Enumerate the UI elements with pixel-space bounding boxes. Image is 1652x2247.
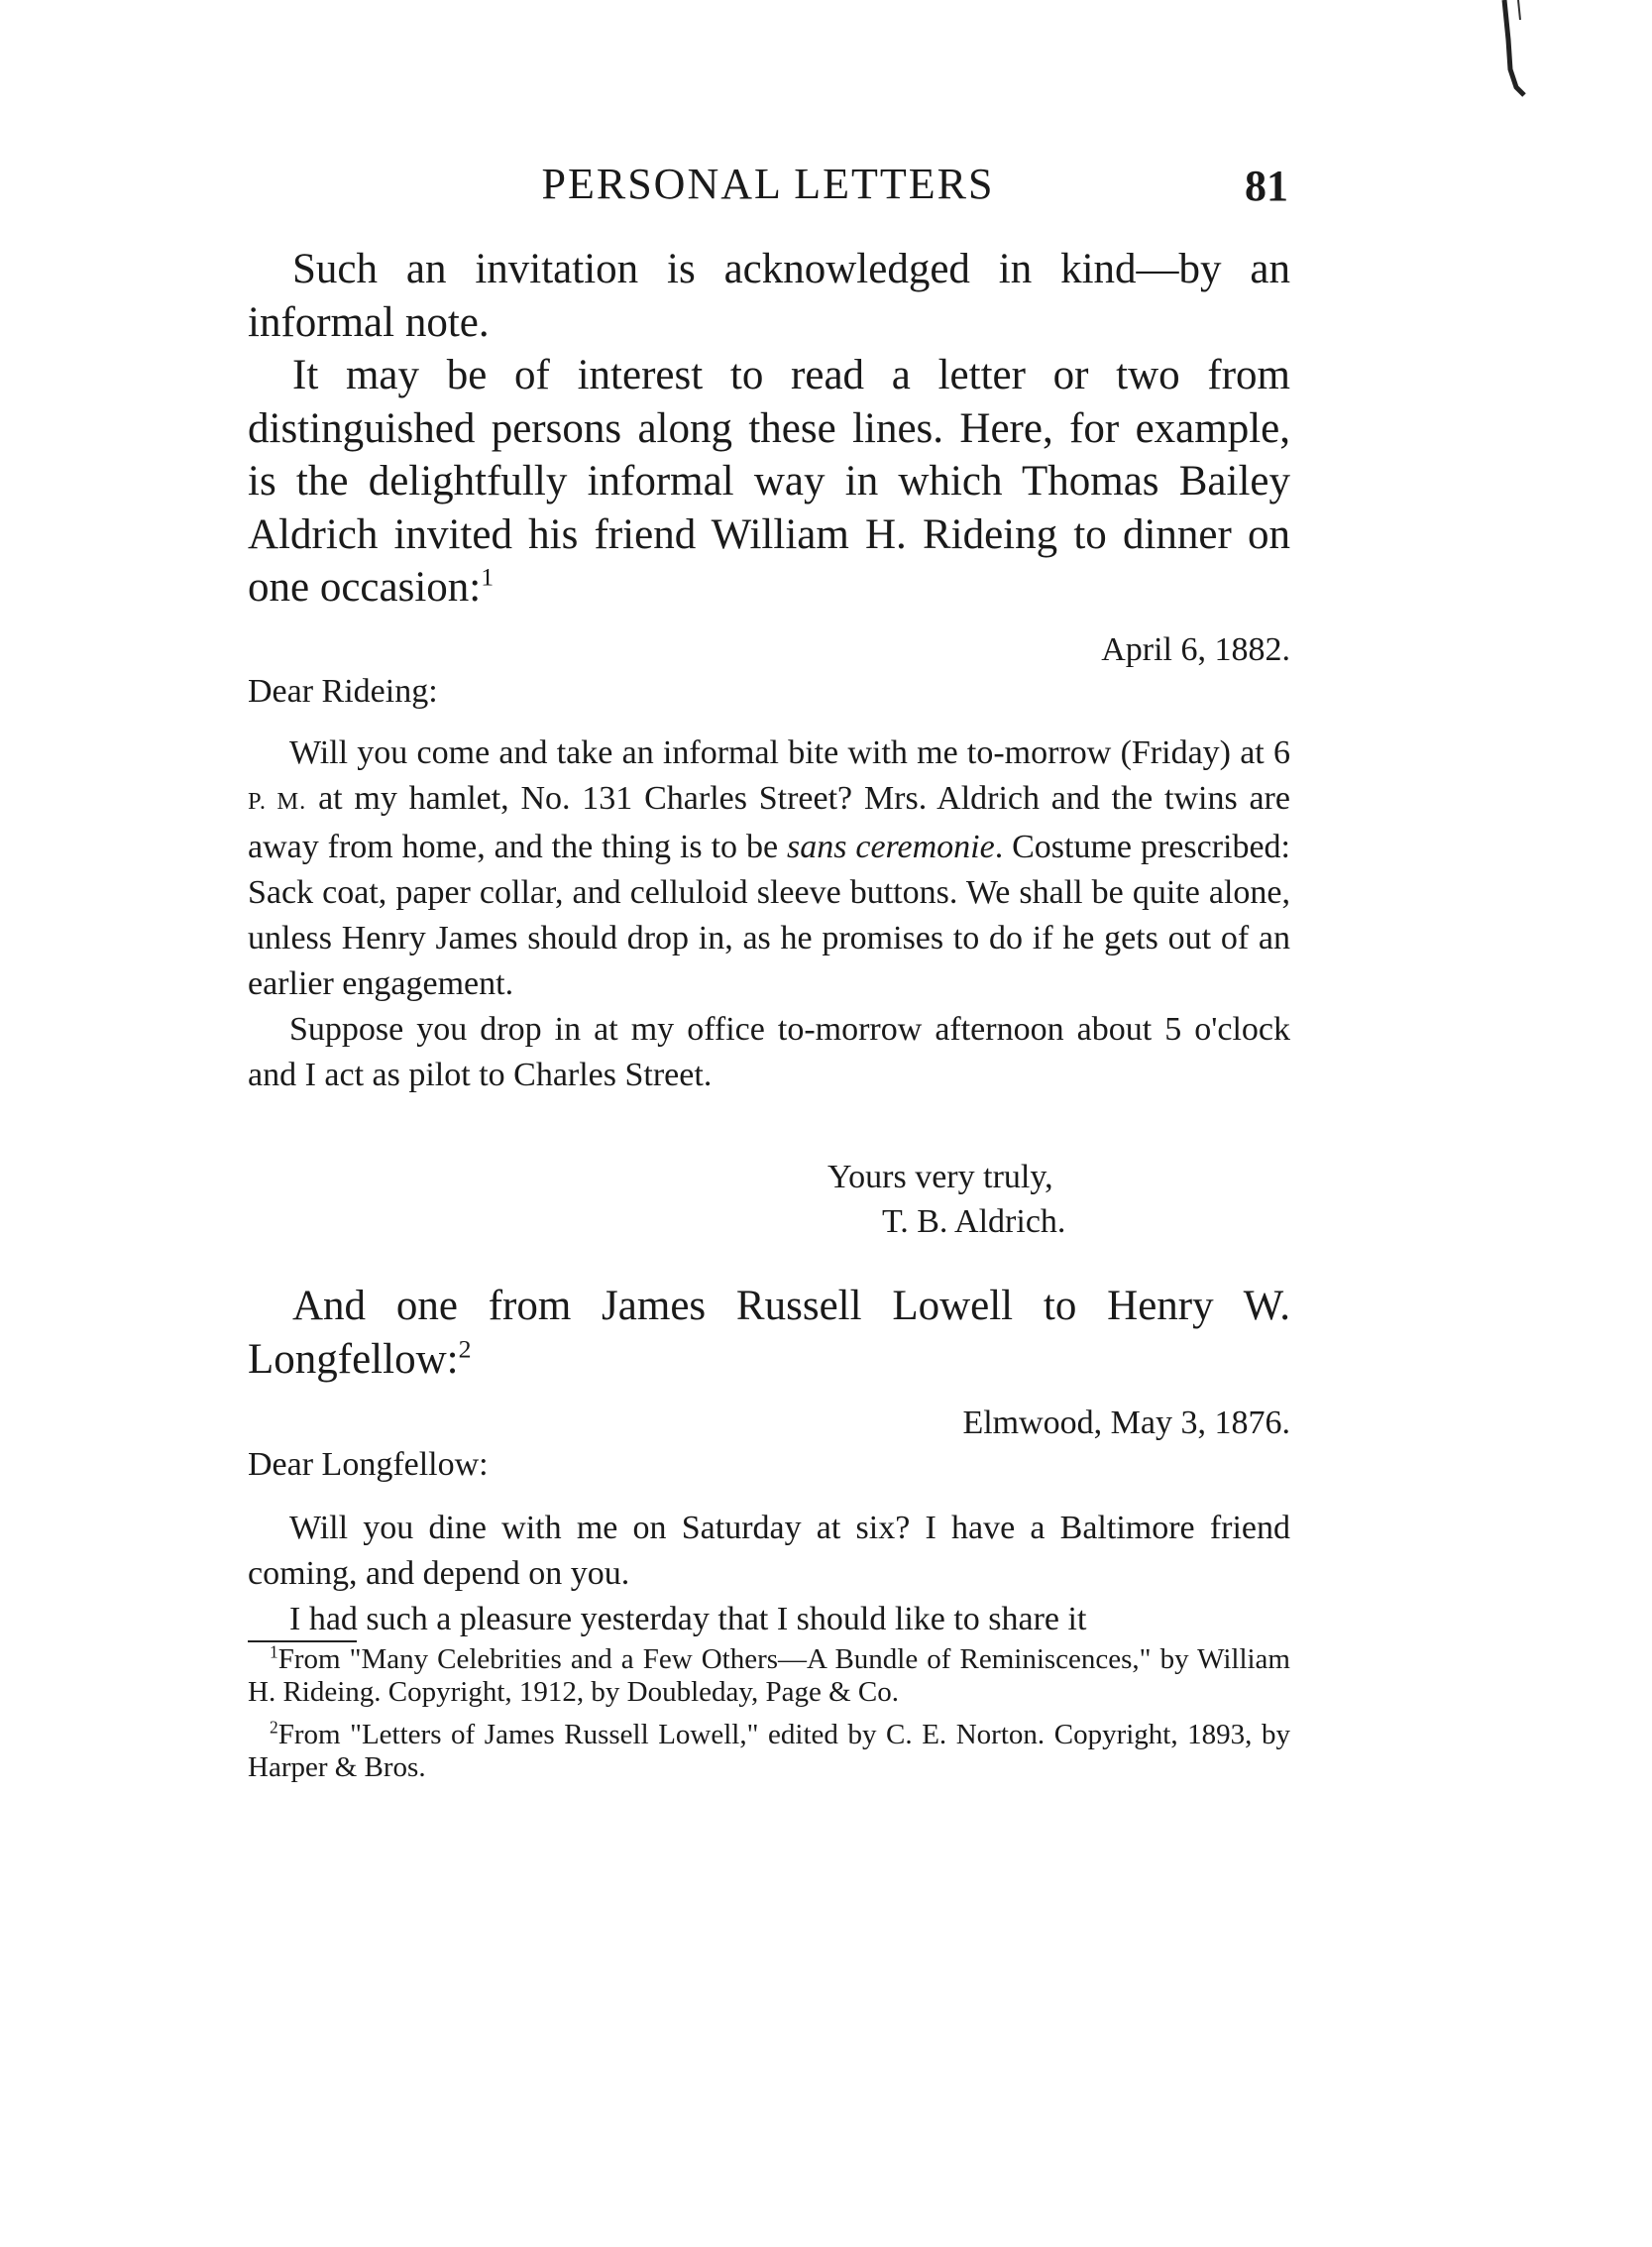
footnote-text: From "Many Celebrities and a Few Others—A Bundle of Reminiscences," by William H. Rideing. Copyright, 1912, by Doubleday, Page & Co. [248,1643,1290,1708]
letter-aldrich [248,619,1290,1254]
letter-paragraph-2: Suppose you drop in at my office to-morrow afternoon about 5 o'clock and I act as pilot to Charles Street. [248,1011,1290,1093]
letter-paragraph-2: I had such a pleasure yesterday that I should like to share it [289,1601,1087,1637]
footnotes [248,1643,1290,1784]
footnote-ref-1: 1 [481,562,495,592]
footnote-1 [248,1643,1290,1709]
letter-body [248,1506,1290,1642]
footnote-mark: 1 [270,1641,278,1662]
letter-italic-phrase: sans ceremonie [786,829,995,865]
intro-text-2 [248,1280,1290,1386]
letter-salutation: Dear Longfellow: [248,1446,489,1483]
intro-paragraph-1: Such an invitation is acknowledged in kind—by an informal note. [248,246,1290,346]
letter-paragraph-1 [248,730,1290,1007]
letter-text-segment: Will you come and take an informal bite with me to-morrow (Friday) at 6 [289,734,1290,771]
letter-signature: T. B. Aldrich. [882,1203,1066,1240]
letter-date: April 6, 1882. [1101,631,1290,668]
letter-text-segment: . Costume prescribed: Sack coat, paper collar, and celluloid sleeve buttons. We shall be quite alone, unless Henry James should drop in, as he promises to do if he gets out of an earlier engagement. [248,829,1290,1002]
intro2-paragraph [248,1280,1290,1386]
intro2-text: And one from James Russell Lowell to Henry W. Longfellow: [248,1283,1290,1383]
letter-paragraph-1: Will you dine with me on Saturday at six? I have a Baltimore friend coming, and depend on you. [248,1510,1290,1592]
letter-text-segment: at my hamlet, No. 131 Charles Street? Mrs. Aldrich and the twins are away from home, and the thing is to be [248,780,1290,865]
footnote-text: From "Letters of James Russell Lowell," edited by C. E. Norton. Copyright, 1893, by Harper & Bros. [248,1719,1290,1783]
footnote-mark: 2 [270,1717,278,1738]
intro-text [248,243,1290,615]
letter-lowell [248,1393,1290,1640]
page-number: 81 [1245,162,1288,210]
letter-salutation: Dear Rideing: [248,673,438,710]
footnote-2 [248,1719,1290,1784]
footnote-ref-2: 2 [458,1334,472,1364]
running-head: PERSONAL LETTERS [541,160,995,208]
intro-paragraph-2 [248,349,1290,615]
footnote-rule [248,1640,357,1642]
scan-edge-mark [1494,0,1534,99]
letter-body [248,730,1290,1098]
letter-closing: Yours very truly, [827,1159,1053,1195]
letter-time-smallcaps: P. M. [248,788,307,815]
page-header [248,159,1288,218]
intro-paragraph-2-text: It may be of interest to read a letter or two from distinguished persons along these lines. Here, for example, is the delightfully informal way in which Thomas Bailey Aldrich invited his friend William H. Rideing to dinner on one occasion: [248,352,1290,611]
letter-date: Elmwood, May 3, 1876. [962,1404,1290,1441]
